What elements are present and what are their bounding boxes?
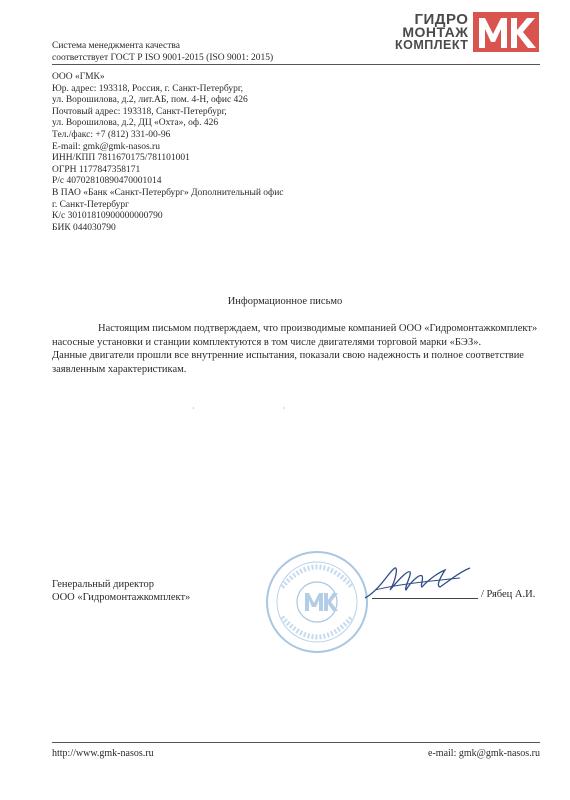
req-line: ООО «ГМК»	[52, 72, 105, 82]
logo-word-1: ГИДРО	[414, 11, 469, 28]
logo-word-2: МОНТАЖ	[402, 24, 469, 40]
signature-line	[372, 598, 478, 599]
company-stamp	[262, 547, 372, 662]
header-divider	[52, 64, 540, 65]
req-line: ул. Ворошилова, д.2, лит.АБ, пом. 4-Н, офис 426	[52, 95, 248, 106]
req-line: ОГРН 1177847358171	[52, 164, 141, 175]
signature-block	[52, 578, 190, 605]
letter-title: Информационное письмо	[227, 296, 343, 307]
signatory-company: ООО «Гидромонтажкомплект»	[52, 592, 191, 604]
req-line: ул. Ворошилова, д.2, ДЦ «Охта», оф. 426	[52, 118, 219, 129]
company-logo-mark	[473, 12, 539, 57]
req-line: Почтовый адрес: 193318, Санкт-Петербург,	[52, 106, 227, 117]
req-line: В ПАО «Банк «Санкт-Петербург» Дополнительный офис	[52, 187, 284, 198]
req-line: E-mail: gmk@gmk-nasos.ru	[52, 141, 160, 152]
company-requisites	[52, 72, 284, 234]
iso-line-1: Система менеджмента качества	[52, 41, 180, 51]
iso-line-2: соответствует ГОСТ Р ISO 9001-2015 (ISO 9001: 2015)	[52, 53, 274, 63]
signatory-name: / Рябец А.И.	[481, 589, 536, 600]
req-line: Тел./факс: +7 (812) 331-00-96	[52, 129, 171, 140]
req-line: БИК 044030790	[52, 222, 116, 233]
letter-paragraph-1: Настоящим письмом подтверждаем, что производимые компанией ООО «Гидромонтажкомплект» насосные установки и станции комплектуются в том числе двигателями торговой марки «БЭЗ».	[52, 323, 538, 348]
footer-divider	[52, 742, 540, 743]
req-line: К/с 30101810900000000790	[52, 211, 163, 222]
handwritten-signature	[360, 560, 480, 610]
iso-certification	[52, 40, 273, 64]
letter-paragraph-2: Данные двигатели прошли все внутренние испытания, показали свою надежность и полное соответствие заявленным характеристикам.	[52, 350, 524, 375]
letter-body	[52, 322, 542, 376]
mk-logo-icon	[473, 12, 539, 52]
footer-website: http://www.gmk-nasos.ru	[52, 748, 154, 759]
round-stamp-icon	[262, 547, 372, 657]
scan-speckles: · ·	[192, 404, 286, 413]
req-line: г. Санкт-Петербург	[52, 199, 130, 210]
footer-email: e-mail: gmk@gmk-nasos.ru	[428, 748, 540, 759]
company-logo-text	[395, 13, 468, 52]
req-line: ИНН/КПП 7811670175/781101001	[52, 153, 190, 164]
req-line: Юр. адрес: 193318, Россия, г. Санкт-Петербург,	[52, 83, 244, 94]
logo-word-3: КОМПЛЕКТ	[395, 38, 469, 52]
signatory-position: Генеральный директор	[52, 579, 154, 590]
req-line: Р/с 40702810890470001014	[52, 176, 162, 187]
